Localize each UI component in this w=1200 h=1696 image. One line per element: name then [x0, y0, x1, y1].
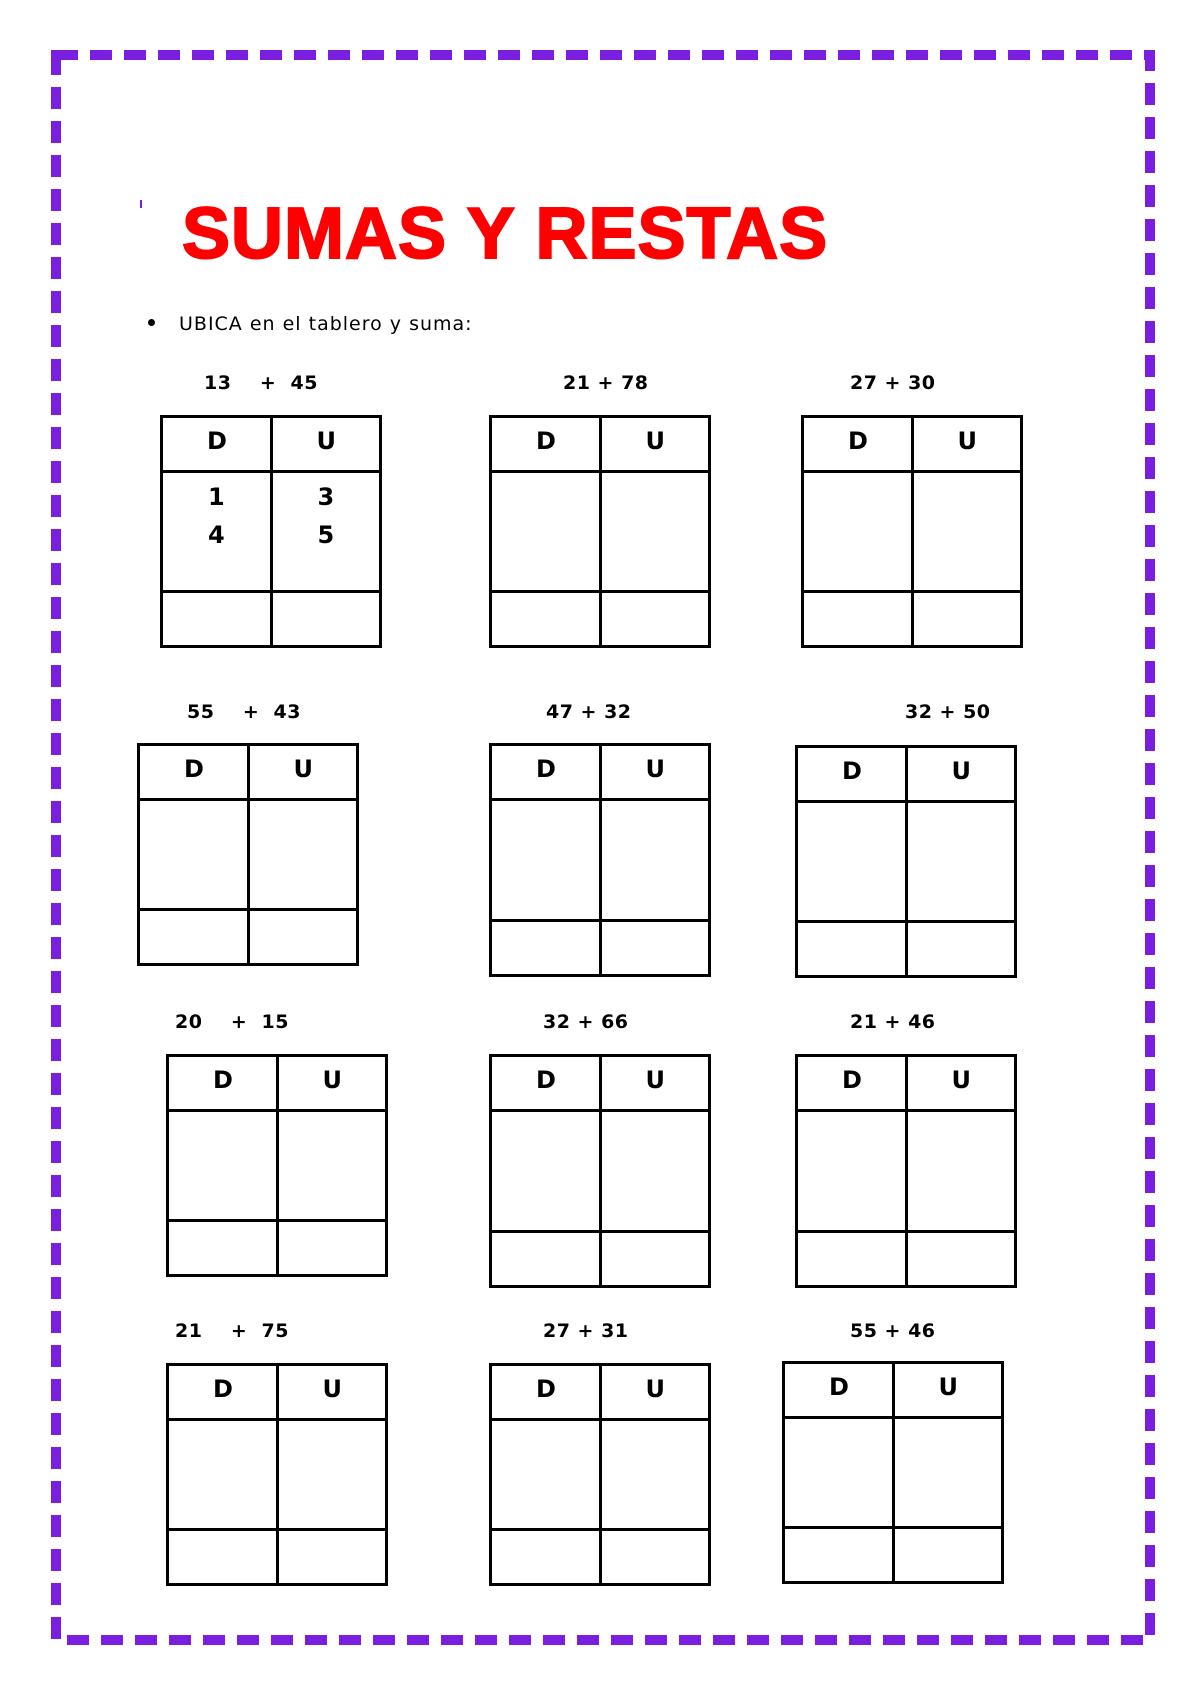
- tens-answer-cell[interactable]: [798, 1233, 908, 1285]
- place-value-board: [160, 415, 382, 648]
- tens-answer-cell[interactable]: [169, 1222, 279, 1274]
- digits-area[interactable]: [492, 473, 708, 593]
- board-header: [163, 418, 379, 473]
- units-header: U: [293, 755, 313, 783]
- tens-header: D: [848, 427, 868, 455]
- tens-answer-cell[interactable]: [785, 1529, 895, 1581]
- tens-header: D: [829, 1373, 849, 1401]
- digits-area[interactable]: [785, 1419, 1001, 1529]
- tens-answer-cell[interactable]: [140, 911, 250, 963]
- operation-label: 32 + 66: [543, 1011, 629, 1033]
- place-value-board: [137, 743, 359, 966]
- units-header: U: [645, 1375, 665, 1403]
- digits-area[interactable]: [492, 1112, 708, 1233]
- place-value-board: [489, 1054, 711, 1288]
- units-answer-cell[interactable]: [250, 911, 357, 963]
- units-answer-cell[interactable]: [602, 922, 709, 974]
- units-header: U: [645, 1066, 665, 1094]
- result-row[interactable]: [798, 1233, 1014, 1285]
- instruction-line: [148, 313, 473, 335]
- result-row[interactable]: [140, 911, 356, 963]
- operation-label: 21 + 75: [175, 1320, 289, 1342]
- place-value-board: [801, 415, 1023, 648]
- result-row[interactable]: [163, 593, 379, 645]
- instruction-text: UBICA en el tablero y suma:: [179, 313, 473, 335]
- place-value-board: [166, 1054, 388, 1277]
- units-answer-cell[interactable]: [602, 593, 709, 645]
- stray-mark: [140, 200, 142, 208]
- digits-area[interactable]: [169, 1112, 385, 1222]
- bullet-icon: [148, 319, 155, 326]
- units-answer-cell[interactable]: [895, 1529, 1002, 1581]
- tens-header: D: [842, 1066, 862, 1094]
- operation-label: 27 + 31: [543, 1320, 629, 1342]
- place-value-board: [489, 415, 711, 648]
- units-header: U: [322, 1375, 342, 1403]
- units-header: U: [645, 755, 665, 783]
- digits-area[interactable]: [140, 801, 356, 911]
- operation-label: 21 + 46: [850, 1011, 936, 1033]
- place-value-board: [166, 1363, 388, 1586]
- units-header: U: [951, 1066, 971, 1094]
- result-row[interactable]: [492, 1233, 708, 1285]
- board-header: [492, 746, 708, 801]
- tens-answer-cell[interactable]: [804, 593, 914, 645]
- units-digit: 3: [317, 483, 335, 511]
- units-answer-cell[interactable]: [914, 593, 1021, 645]
- board-header: [785, 1364, 1001, 1419]
- operation-label: 20 + 15: [175, 1011, 289, 1033]
- tens-answer-cell[interactable]: [169, 1531, 279, 1583]
- place-value-board: [782, 1361, 1004, 1584]
- tens-header: D: [536, 755, 556, 783]
- tens-header: D: [213, 1066, 233, 1094]
- tens-answer-cell[interactable]: [798, 923, 908, 975]
- tens-header: D: [536, 1066, 556, 1094]
- board-header: [492, 1366, 708, 1421]
- tens-header: D: [536, 1375, 556, 1403]
- operation-label: 21 + 78: [563, 372, 649, 394]
- tens-header: D: [184, 755, 204, 783]
- result-row[interactable]: [492, 922, 708, 974]
- operation-label: 55 + 43: [187, 701, 301, 723]
- board-header: [798, 748, 1014, 803]
- operation-label: 55 + 46: [850, 1320, 936, 1342]
- tens-header: D: [536, 427, 556, 455]
- result-row[interactable]: [169, 1531, 385, 1583]
- units-header: U: [951, 757, 971, 785]
- digits-area[interactable]: [798, 803, 1014, 923]
- page-title: SUMAS Y RESTAS: [182, 194, 829, 274]
- tens-header: D: [207, 427, 227, 455]
- units-answer-cell[interactable]: [273, 593, 380, 645]
- result-row[interactable]: [492, 593, 708, 645]
- board-header: [492, 418, 708, 473]
- digits-area[interactable]: [492, 1421, 708, 1531]
- units-header: U: [938, 1373, 958, 1401]
- tens-answer-cell[interactable]: [492, 1233, 602, 1285]
- units-digit: 5: [317, 521, 335, 549]
- units-header: U: [645, 427, 665, 455]
- units-answer-cell[interactable]: [279, 1531, 386, 1583]
- units-answer-cell[interactable]: [279, 1222, 386, 1274]
- tens-header: D: [213, 1375, 233, 1403]
- place-value-board: [489, 743, 711, 977]
- units-header: U: [316, 427, 336, 455]
- board-header: [169, 1366, 385, 1421]
- units-header: U: [322, 1066, 342, 1094]
- tens-answer-cell[interactable]: [492, 1531, 602, 1583]
- digits-area[interactable]: [169, 1421, 385, 1531]
- result-row[interactable]: [804, 593, 1020, 645]
- units-answer-cell[interactable]: [602, 1531, 709, 1583]
- units-header: U: [957, 427, 977, 455]
- tens-header: D: [842, 757, 862, 785]
- result-row[interactable]: [798, 923, 1014, 975]
- result-row[interactable]: [785, 1529, 1001, 1581]
- tens-answer-cell[interactable]: [492, 922, 602, 974]
- tens-digit: 1: [208, 483, 225, 511]
- place-value-board: [795, 1054, 1017, 1288]
- digits-area[interactable]: [804, 473, 1020, 593]
- tens-digit: 4: [208, 521, 225, 549]
- board-header: [492, 1057, 708, 1112]
- board-header: [798, 1057, 1014, 1112]
- place-value-board: [795, 745, 1017, 978]
- tens-answer-cell[interactable]: [492, 593, 602, 645]
- operation-label: 32 + 50: [905, 701, 991, 723]
- board-header: [804, 418, 1020, 473]
- digits-area: [163, 473, 379, 593]
- units-answer-cell[interactable]: [908, 1233, 1015, 1285]
- place-value-board: [489, 1363, 711, 1586]
- units-answer-cell[interactable]: [908, 923, 1015, 975]
- board-header: [140, 746, 356, 801]
- board-header: [169, 1057, 385, 1112]
- digits-area[interactable]: [492, 801, 708, 922]
- result-row[interactable]: [492, 1531, 708, 1583]
- operation-label: 47 + 32: [546, 701, 632, 723]
- operation-label: 13 + 45: [204, 372, 318, 394]
- digits-area[interactable]: [798, 1112, 1014, 1233]
- tens-answer-cell[interactable]: [163, 593, 273, 645]
- operation-label: 27 + 30: [850, 372, 936, 394]
- units-answer-cell[interactable]: [602, 1233, 709, 1285]
- result-row[interactable]: [169, 1222, 385, 1274]
